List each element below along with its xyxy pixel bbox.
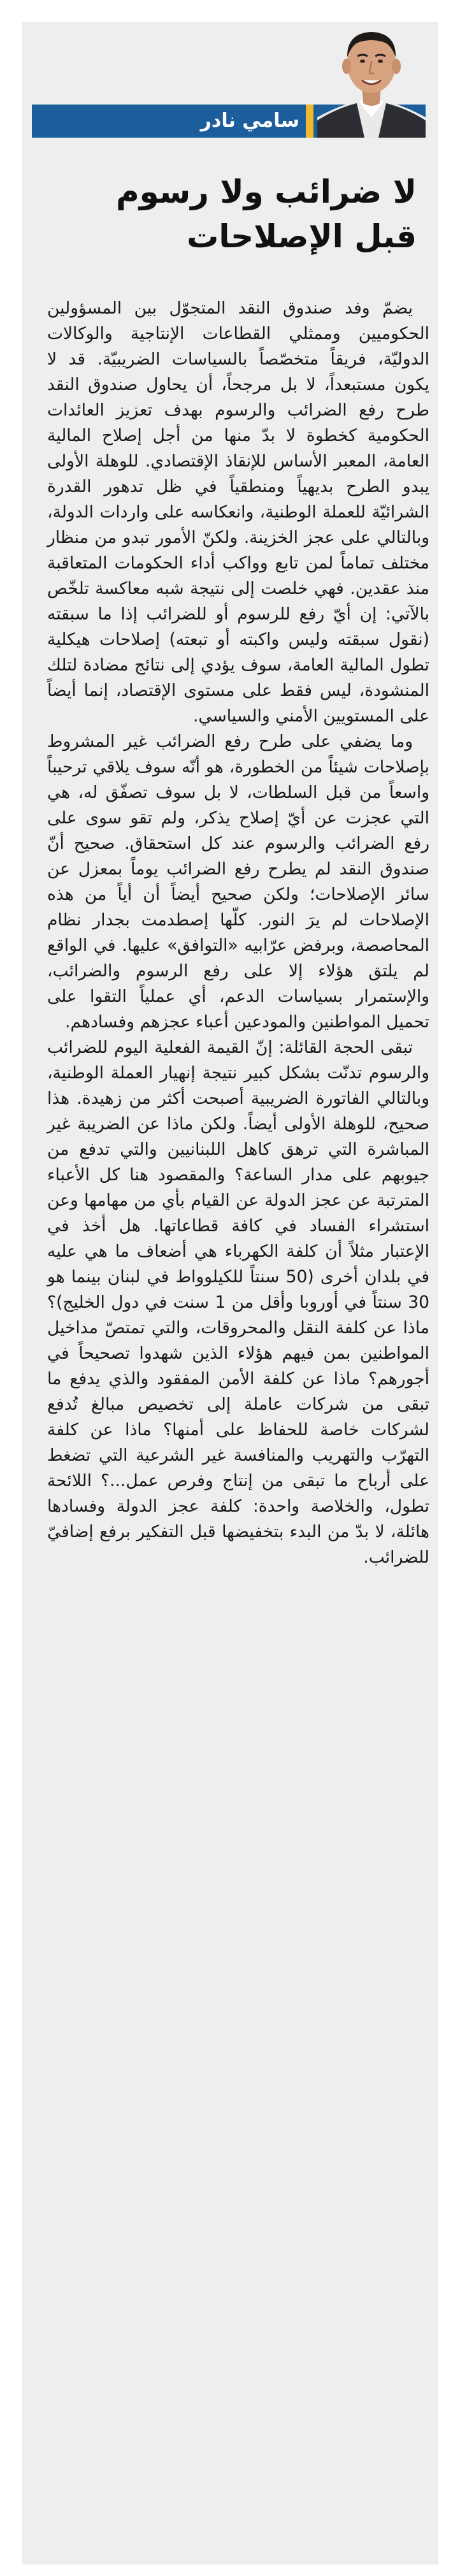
author-bar-accent bbox=[306, 105, 313, 138]
article-paragraph: يضمّ وفد صندوق النقد المتجوّل بين المسؤولين الحكوميين وممثلي القطاعات الإنتاجية والوكالات الدوليّة، فريقاً متخصّصاً بالسياسات الضريبيّة. قد لا يكون مستبعداً، لا بل مرجحاً، أن يحاول صندوق النقد طرح رفع الضرائب والرسوم بهدف تعزيز العائدات الحكومية كخطوة لا بدّ منها من أجل إصلاح المالية العامة، المعبر الأساس للإنقاذ الإقتصادي. للوهلة الأولى يبدو الطرح بديهياً ومنطقياً في ظل تدهور القدرة الشرائيّة للعملة الوطنية، وانعكاسه على واردات الدولة، وبالتالي على عجز الخزينة. ولكنّ الأمور تبدو من منظار مختلف تماماً لمن تابع وواكب أداء الحكومات المتعاقبة منذ عقدين. فهي خلصت إلى نتيجة شبه معاكسة تلخّص بالآتي: إن أيّ رفع للرسوم أو للضرائب إذا ما سبقته (نقول سبقته وليس واكبته أو تبعته) إصلاحات هيكلية تطول المالية العامة، سوف يؤدي إلى نتائج مضادة لتلك المنشودة، ليس فقط على مستوى الإقتصاد، إنما أيضاً على المستويين الأمني والسياسي. bbox=[47, 298, 429, 726]
article-paragraph: وما يضفي على طرح رفع الضرائب غير المشروط بإصلاحات شيئاً من الخطورة، هو أنّه سوف يلاقي ترحيباً واسعاً من قبل السلطات، لا بل سوف تصفّق له، هي التي عجزت عن أيّ إصلاح يذكر، ولم تقو سوى على رفع الضرائب والرسوم عند كل استحقاق. صحيح أنّ صندوق النقد لم يطرح رفع الضرائب يوماً بمعزل عن سائر الإصلاحات؛ ولكن صحيح أيضاً أن أياً من هذه الإصلاحات لم يرَ النور. كلّها إصطدمت بجدار نظام المحاصصة، وبرفض عرّابيه «التوافق» عليها. في الواقع لم يلتق هؤلاء إلا على رفع الرسوم والضرائب، والإستمرار بسياسات الدعم، أي عملياً التقوا على تحميل المواطنين والمودعين أعباء عجزهم وفسادهم. bbox=[47, 732, 429, 1032]
article-card bbox=[22, 22, 438, 2565]
author-byline bbox=[22, 22, 438, 138]
author-portrait bbox=[317, 22, 426, 138]
article-paragraph: تبقى الحجة القائلة: إنّ القيمة الفعلية اليوم للضرائب والرسوم تدنّت بشكل كبير نتيجة إنهيار العملة الوطنية، وبالتالي الفاتورة الضريبية أصبحت أكثر من زهيدة. هذا صحيح، للوهلة الأولى أيضاً. ولكن ماذا عن الضريبة غير المباشرة التي ترهق كاهل اللبنانيين والتي تدفع من جيوبهم على مدار الساعة؟ والمقصود هنا كل الأعباء المترتبة عن عجز الدولة عن القيام بأي من مهامها وعن استشراء الفساد في كافة قطاعاتها. هل أخذ في الإعتبار مثلاً أن كلفة الكهرباء هي أضعاف ما هي عليه في بلدان أخرى (50 سنتاً للكيلوواط في لبنان بينما هو 30 سنتاً في أوروبا وأقل من 1 سنت في دول الخليج)؟ ماذا عن كلفة النقل والمحروقات، والتي تمتصّ مداخيل المواطنين بمن فيهم هؤلاء الذين شهدوا تصحيحاً في أجورهم؟ ماذا عن كلفة الأمن المفقود والذي يدفع ما تبقى من شركات عاملة إلى تخصيص مبالغ تُدفع لشركات خاصة للحفاظ على أمنها؟ ماذا عن كلفة التهرّب والتهريب والمنافسة غير الشرعية التي تضغط على أرباح ما تبقى من إنتاج وفرص عمل...؟ اللائحة تطول، والخلاصة واحدة: كلفة عجز الدولة وفسادها هائلة، لا بدّ من البدء بتخفيضها قبل التفكير برفع إضافيّ للضرائب. bbox=[47, 1038, 429, 1567]
article-title: لا ضرائب ولا رسوم قبل الإصلاحات bbox=[116, 173, 417, 255]
author-name: سامي نادر bbox=[200, 110, 299, 132]
article-body bbox=[47, 296, 429, 1570]
